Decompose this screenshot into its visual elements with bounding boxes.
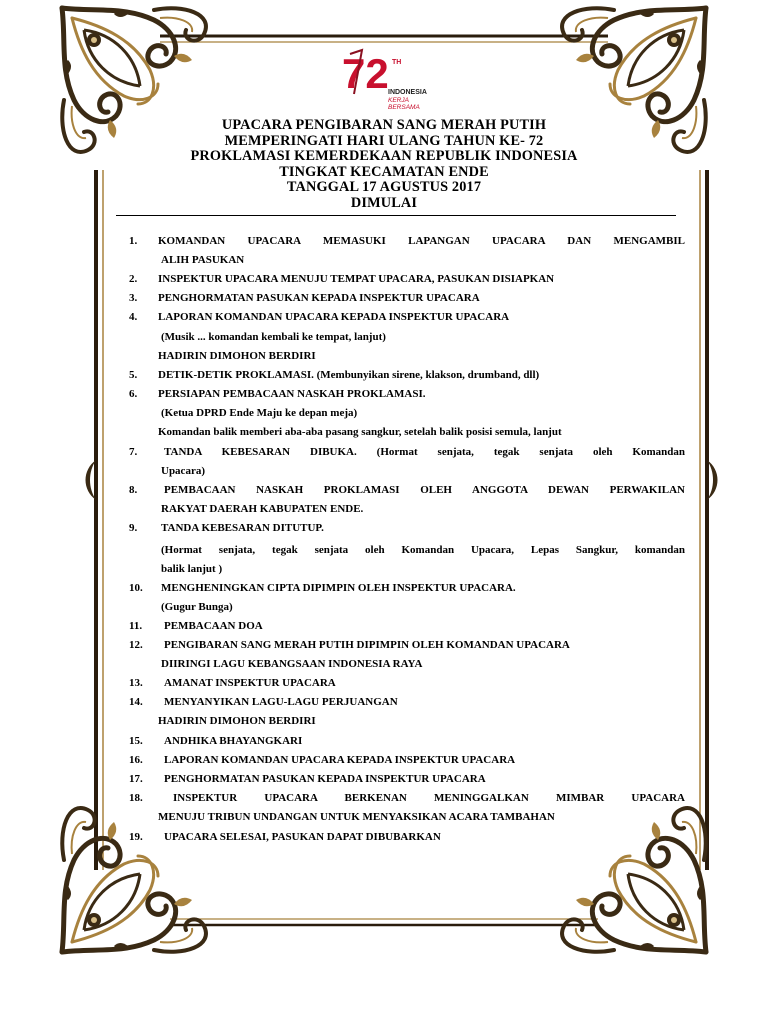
item-number: 8.	[129, 484, 138, 496]
item-text: balik lanjut )	[161, 563, 223, 575]
title-line: DIMULAI	[350, 194, 418, 211]
item-text: DETIK-DETIK PROKLAMASI. (Membunyikan sirene, klakson, drumband, dll)	[158, 369, 540, 381]
item-text: TANDA KEBESARAN DIBUKA. (Hormat senjata, tegak senjata oleh Komandan	[164, 446, 685, 458]
item-text: PEMBACAAN NASKAH PROKLAMASI OLEH ANGGOTA DEWAN PERWAKILAN	[164, 484, 685, 496]
item-text: (Ketua DPRD Ende Maju ke depan meja)	[161, 407, 358, 419]
item-text: PENGHORMATAN PASUKAN KEPADA INSPEKTUR UPACARA	[158, 292, 480, 304]
item-number: 17.	[129, 773, 143, 785]
logo-number: 72	[342, 50, 389, 97]
item-number: 5.	[129, 369, 138, 381]
item-text: TANDA KEBESARAN DITUTUP.	[161, 522, 324, 534]
item-number: 9.	[129, 522, 138, 534]
item-text: LAPORAN KOMANDAN UPACARA KEPADA INSPEKTUR UPACARA	[164, 754, 516, 766]
item-text: PENGHORMATAN PASUKAN KEPADA INSPEKTUR UPACARA	[164, 773, 486, 785]
item-number: 11.	[129, 620, 143, 632]
item-text: MENYANYIKAN LAGU-LAGU PERJUANGAN	[164, 696, 398, 708]
item-text: ALIH PASUKAN	[161, 254, 245, 266]
item-text: MENUJU TRIBUN UNDANGAN UNTUK MENYAKSIKAN ACARA TAMBAHAN	[158, 811, 555, 823]
item-text: PERSIAPAN PEMBACAAN NASKAH PROKLAMASI.	[158, 388, 426, 400]
item-text: Komandan balik memberi aba-aba pasang sangkur, setelah balik posisi semula, lanjut	[158, 426, 562, 438]
item-number: 1.	[129, 235, 138, 247]
title-line: TANGGAL 17 AGUSTUS 2017	[286, 179, 482, 196]
item-number: 19.	[129, 831, 143, 843]
item-number: 14.	[129, 696, 143, 708]
item-text: KOMANDAN UPACARA MEMASUKI LAPANGAN UPACARA DAN MENGAMBIL	[158, 235, 685, 247]
item-text: HADIRIN DIMOHON BERDIRI	[158, 350, 316, 362]
item-text: INSPEKTUR UPACARA BERKENAN MENINGGALKAN MIMBAR UPACARA	[173, 792, 685, 804]
item-text: (Gugur Bunga)	[161, 601, 233, 613]
item-text: UPACARA SELESAI, PASUKAN DAPAT DIBUBARKAN	[164, 831, 441, 843]
item-number: 13.	[129, 677, 143, 689]
item-number: 10.	[129, 582, 143, 594]
item-text: HADIRIN DIMOHON BERDIRI	[158, 715, 316, 727]
item-text: PEMBACAAN DOA	[164, 620, 263, 632]
item-text: PENGIBARAN SANG MERAH PUTIH DIPIMPIN OLEH KOMANDAN UPACARA	[164, 639, 570, 651]
title-line: UPACARA PENGIBARAN SANG MERAH PUTIH	[221, 117, 547, 133]
title-line: TINGKAT KECAMATAN ENDE	[279, 163, 489, 180]
item-number: 4.	[129, 311, 138, 323]
item-text: MENGHENINGKAN CIPTA DIPIMPIN OLEH INSPEKTUR UPACARA.	[161, 582, 516, 594]
item-number: 2.	[129, 273, 138, 285]
logo-line-1: INDONESIA	[388, 89, 427, 96]
title-line: MEMPERINGATI HARI ULANG TAHUN KE- 72	[224, 132, 544, 149]
item-text: INSPEKTUR UPACARA MENUJU TEMPAT UPACARA, PASUKAN DISIAPKAN	[158, 273, 555, 285]
logo-line-3: BERSAMA	[388, 104, 420, 111]
item-text: RAKYAT DAERAH KABUPATEN ENDE.	[161, 503, 364, 515]
item-text: (Hormat senjata, tegak senjata oleh Komandan Upacara, Lepas Sangkur, komandan	[161, 544, 685, 556]
title-line: PROKLAMASI KEMERDEKAAN REPUBLIK INDONESIA	[190, 148, 578, 165]
item-number: 12.	[129, 639, 143, 651]
logo-line-2: KERJA	[388, 97, 409, 104]
item-number: 3.	[129, 292, 138, 304]
logo-superscript: TH	[392, 59, 402, 66]
item-text: DIIRINGI LAGU KEBANGSAAN INDONESIA RAYA	[161, 658, 423, 670]
item-text: ANDHIKA BHAYANGKARI	[164, 735, 303, 747]
item-text: AMANAT INSPEKTUR UPACARA	[164, 677, 336, 689]
item-number: 6.	[129, 388, 138, 400]
item-text: LAPORAN KOMANDAN UPACARA KEPADA INSPEKTUR UPACARA	[158, 311, 510, 323]
item-number: 15.	[129, 735, 143, 747]
item-text: Upacara)	[161, 465, 205, 477]
item-number: 16.	[129, 754, 143, 766]
item-text: (Musik ... komandan kembali ke tempat, lanjut)	[161, 331, 386, 343]
item-number: 7.	[129, 446, 138, 458]
item-number: 18.	[129, 792, 143, 804]
